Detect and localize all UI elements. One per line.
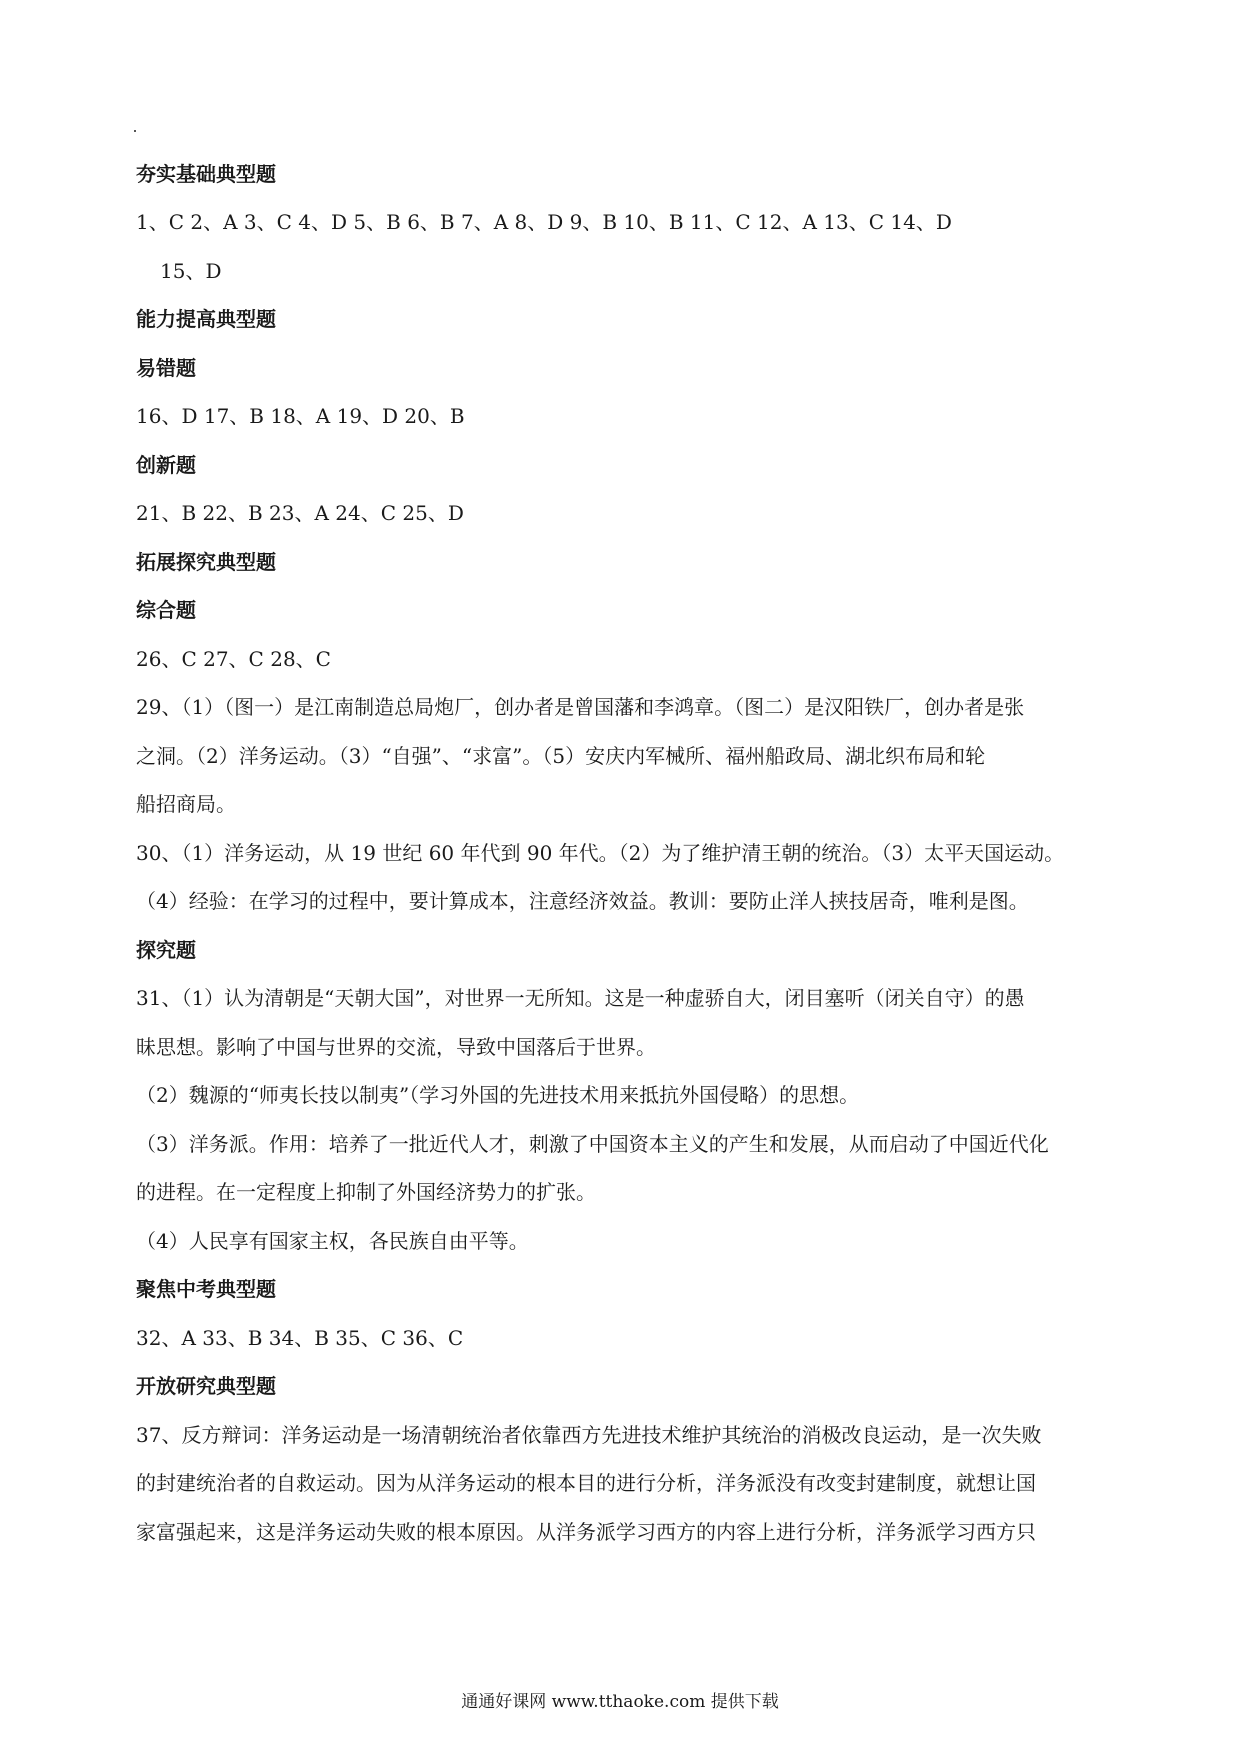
subsection-heading-error-prone: 易错题 <box>136 356 196 380</box>
answer-paragraph-line: 29、（1）（图一）是江南制造总局炮厂，创办者是曾国藩和李鸿章。（图二）是汉阳铁厂，创办者是张 <box>136 695 1025 719</box>
answer-paragraph-line: （4）经验：在学习的过程中，要计算成本，注意经济效益。教训：要防止洋人挟技居奇，唯利是图。 <box>136 889 1029 913</box>
answer-line: 16、D 17、B 18、A 19、D 20、B <box>136 404 465 428</box>
answer-paragraph-line: （3）洋务派。作用：培养了一批近代人才，刺激了中国资本主义的产生和发展，从而启动了中国近代化 <box>136 1132 1049 1156</box>
page-footer: 通通好课网 www.tthaoke.com 提供下载 <box>461 1692 779 1712</box>
answer-paragraph-line: 昧思想。影响了中国与世界的交流，导致中国落后于世界。 <box>136 1035 656 1059</box>
answer-paragraph-line: 船招商局。 <box>136 792 236 816</box>
scan-speck <box>134 130 136 132</box>
answer-line: 26、C 27、C 28、C <box>136 647 331 671</box>
answer-paragraph-line: 31、（1）认为清朝是“天朝大国”，对世界一无所知。这是一种虚骄自大，闭目塞听（闭关自守）的愚 <box>136 986 1025 1010</box>
answer-paragraph-line: 家富强起来，这是洋务运动失败的根本原因。从洋务派学习西方的内容上进行分析，洋务派学习西方只 <box>136 1520 1036 1544</box>
answer-line: 32、A 33、B 34、B 35、C 36、C <box>136 1326 464 1350</box>
answer-paragraph-line: 37、反方辩词：洋务运动是一场清朝统治者依靠西方先进技术维护其统治的消极改良运动，是一次失败 <box>136 1423 1042 1447</box>
answer-line: 1、C 2、A 3、C 4、D 5、B 6、B 7、A 8、D 9、B 10、B 11、C 12、A 13、C 14、D <box>136 210 952 234</box>
answer-line: 15、D <box>160 259 222 283</box>
section-heading-extension: 拓展探究典型题 <box>136 550 276 574</box>
answer-paragraph-line: （2）魏源的“师夷长技以制夷”（学习外国的先进技术用来抵抗外国侵略）的思想。 <box>136 1083 860 1107</box>
answer-paragraph-line: 30、（1）洋务运动，从 19 世纪 60 年代到 90 年代。（2）为了维护清王朝的统治。（3）太平天国运动。 <box>136 841 1065 865</box>
answer-paragraph-line: （4）人民享有国家主权，各民族自由平等。 <box>136 1229 529 1253</box>
section-heading-exam-focus: 聚焦中考典型题 <box>136 1277 276 1301</box>
answer-paragraph-line: 的进程。在一定程度上抑制了外国经济势力的扩张。 <box>136 1180 596 1204</box>
section-heading-open-research: 开放研究典型题 <box>136 1374 276 1398</box>
answer-paragraph-line: 的封建统治者的自救运动。因为从洋务运动的根本目的进行分析，洋务派没有改变封建制度，就想让国 <box>136 1471 1036 1495</box>
answer-line: 21、B 22、B 23、A 24、C 25、D <box>136 501 464 525</box>
section-heading-ability: 能力提高典型题 <box>136 307 276 331</box>
section-heading-basic: 夯实基础典型题 <box>136 162 276 186</box>
subsection-heading-inquiry: 探究题 <box>136 938 196 962</box>
subsection-heading-comprehensive: 综合题 <box>136 598 196 622</box>
subsection-heading-innovation: 创新题 <box>136 453 196 477</box>
answer-paragraph-line: 之洞。（2）洋务运动。（3）“自强”、“求富”。（5）安庆内军械所、福州船政局、湖北织布局和轮 <box>136 744 986 768</box>
